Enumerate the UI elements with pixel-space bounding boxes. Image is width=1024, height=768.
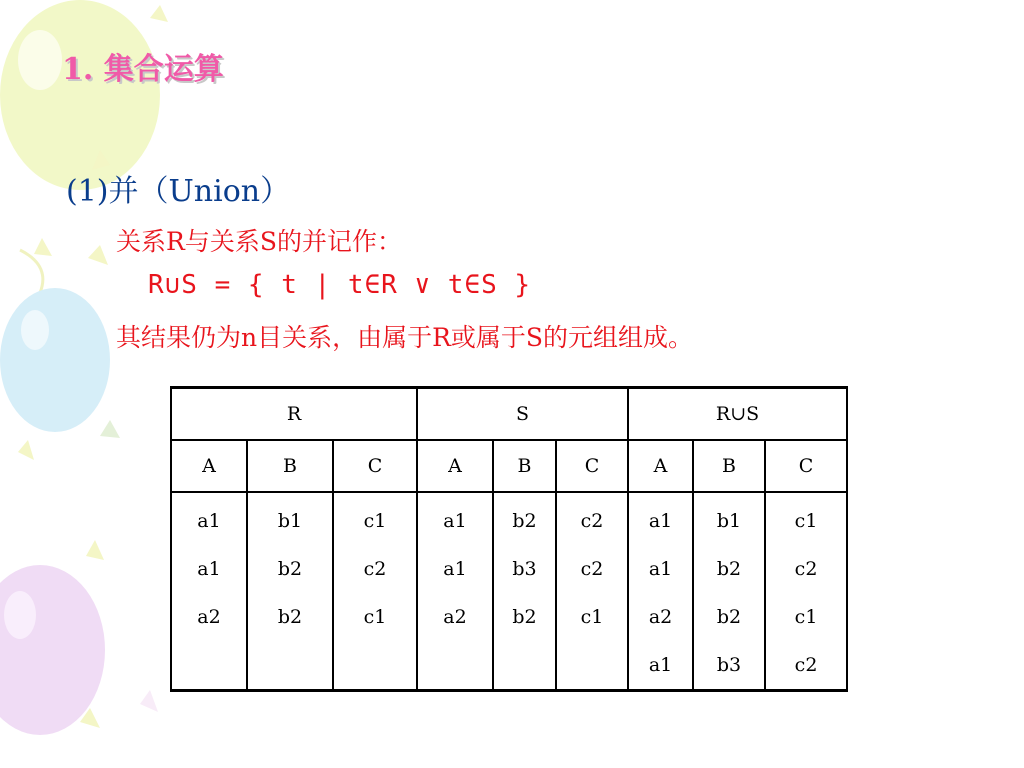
relation-union-header: R∪S bbox=[628, 388, 847, 441]
table-cell: c2 bbox=[333, 545, 417, 593]
column-header: A bbox=[628, 440, 693, 492]
table-cell bbox=[493, 641, 556, 691]
table-cell: a1 bbox=[171, 492, 247, 545]
confetti-shape bbox=[88, 245, 108, 265]
table-cell: b1 bbox=[247, 492, 333, 545]
column-header: C bbox=[765, 440, 847, 492]
relation-s-header: S bbox=[417, 388, 628, 441]
table-cell bbox=[556, 641, 628, 691]
table-cell bbox=[333, 641, 417, 691]
table-cell: b2 bbox=[493, 492, 556, 545]
column-header: A bbox=[417, 440, 493, 492]
union-definition-text: 关系R与关系S的并记作： bbox=[116, 227, 402, 256]
table-row bbox=[171, 593, 847, 641]
blue-balloon bbox=[0, 288, 110, 432]
table-row bbox=[171, 492, 847, 545]
column-header: C bbox=[556, 440, 628, 492]
table-cell: b2 bbox=[493, 593, 556, 641]
table-cell: c1 bbox=[765, 492, 847, 545]
table-cell: b2 bbox=[693, 545, 765, 593]
table-row bbox=[171, 545, 847, 593]
confetti-shape bbox=[18, 440, 34, 460]
table-cell: c1 bbox=[333, 492, 417, 545]
table-cell: c2 bbox=[556, 492, 628, 545]
table-cell: b1 bbox=[693, 492, 765, 545]
table-cell bbox=[171, 641, 247, 691]
table-cell bbox=[247, 641, 333, 691]
attribute-header-row bbox=[171, 440, 847, 492]
column-header: B bbox=[493, 440, 556, 492]
table-cell: a2 bbox=[628, 593, 693, 641]
slide-title: 1. 集合运算 bbox=[62, 52, 224, 87]
table-cell: a1 bbox=[628, 641, 693, 691]
table-cell: a1 bbox=[628, 492, 693, 545]
relation-name-header-row bbox=[171, 388, 847, 441]
union-formula: R∪S = { t | t∈R ∨ t∈S } bbox=[148, 270, 532, 300]
table-cell: a1 bbox=[628, 545, 693, 593]
table-cell: c2 bbox=[765, 545, 847, 593]
table-cell: c2 bbox=[556, 545, 628, 593]
confetti-shape bbox=[86, 540, 104, 560]
table-cell: a2 bbox=[417, 593, 493, 641]
confetti-shape bbox=[100, 420, 120, 438]
column-header: A bbox=[171, 440, 247, 492]
table-cell: b3 bbox=[693, 641, 765, 691]
table-cell: a1 bbox=[417, 492, 493, 545]
table-cell: b2 bbox=[247, 545, 333, 593]
table-cell: b3 bbox=[493, 545, 556, 593]
union-result-text: 其结果仍为n目关系，由属于R或属于S的元组组成。 bbox=[116, 323, 694, 352]
table-cell: a1 bbox=[417, 545, 493, 593]
table-cell: a1 bbox=[171, 545, 247, 593]
table-cell: a2 bbox=[171, 593, 247, 641]
table-cell bbox=[417, 641, 493, 691]
confetti-shape bbox=[150, 5, 168, 22]
table-cell: c1 bbox=[556, 593, 628, 641]
table-cell: c1 bbox=[333, 593, 417, 641]
relation-r-header: R bbox=[171, 388, 417, 441]
confetti-shape bbox=[140, 690, 158, 712]
column-header: C bbox=[333, 440, 417, 492]
column-header: B bbox=[247, 440, 333, 492]
relation-union-table bbox=[170, 386, 848, 692]
table-cell: c1 bbox=[765, 593, 847, 641]
section-heading: (1)并（Union） bbox=[66, 174, 291, 209]
column-header: B bbox=[693, 440, 765, 492]
table-cell: b2 bbox=[693, 593, 765, 641]
table-cell: c2 bbox=[765, 641, 847, 691]
table-row bbox=[171, 641, 847, 691]
confetti-shape bbox=[34, 238, 52, 256]
yellow-balloon bbox=[0, 0, 160, 190]
table-cell: b2 bbox=[247, 593, 333, 641]
